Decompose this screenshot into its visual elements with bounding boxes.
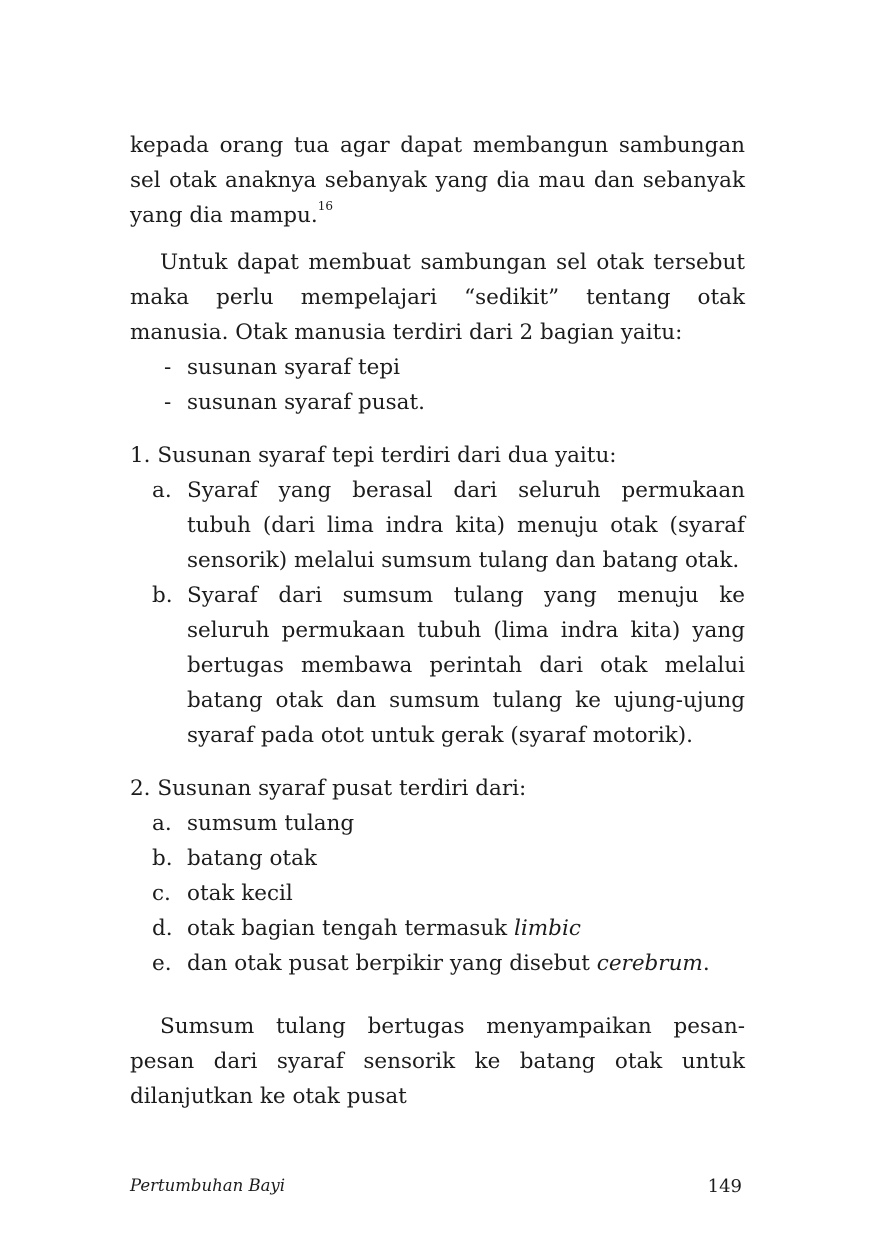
list-item: - susunan syaraf pusat. [130, 385, 745, 420]
list-marker: b. [152, 846, 173, 871]
term-limbic: limbic [514, 916, 581, 941]
list-item: - susunan syaraf tepi [130, 350, 745, 385]
page-number: 149 [707, 1176, 742, 1197]
list-marker: e. [152, 951, 172, 976]
page-content [130, 128, 745, 1114]
list-marker: c. [152, 881, 171, 906]
central-list [130, 806, 745, 981]
list-marker: a. [152, 811, 172, 836]
list-item: d. otak bagian tengah termasuk limbic [130, 911, 745, 946]
section-heading-central: 2. Susunan syaraf pusat terdiri dari: [130, 776, 527, 801]
list-item: c. otak kecil [130, 876, 745, 911]
list-marker: b. [152, 583, 173, 608]
list-item: b. Syaraf dari sumsum tulang yang menuju ke seluruh permukaan tubuh (lima indra kita) yang bertugas membawa perintah dari otak melalui batang otak dan sumsum tulang ke ujung-ujung syaraf pada otot untuk gerak (syaraf motorik). [130, 578, 745, 753]
peripheral-list [130, 473, 745, 753]
paragraph-closing: Sumsum tulang bertugas menyampaikan pesan-pesan dari syaraf sensorik ke batang otak untuk dilanjutkan ke otak pusat [130, 1014, 745, 1109]
footnote-ref: 16 [317, 199, 334, 213]
running-title: Pertumbuhan Bayi [130, 1176, 286, 1195]
list-marker: a. [152, 478, 172, 503]
list-item: b. batang otak [130, 841, 745, 876]
brain-parts-list [130, 350, 745, 420]
page-footer [130, 1176, 742, 1206]
list-item: e. dan otak pusat berpikir yang disebut cerebrum. [130, 946, 745, 981]
section-heading-peripheral: 1. Susunan syaraf tepi terdiri dari dua yaitu: [130, 443, 617, 468]
list-marker: - [164, 355, 172, 380]
term-cerebrum: cerebrum [596, 951, 703, 976]
list-marker: d. [152, 916, 173, 941]
list-marker: - [164, 390, 172, 415]
list-item: a. Syaraf yang berasal dari seluruh permukaan tubuh (dari lima indra kita) menuju otak (syaraf sensorik) melalui sumsum tulang dan batang otak. [130, 473, 745, 578]
paragraph-intro: Untuk dapat membuat sambungan sel otak tersebut maka perlu mempelajari “sedikit” tentang otak manusia. Otak manusia terdiri dari 2 bagian yaitu: [130, 250, 745, 345]
list-item: a. sumsum tulang [130, 806, 745, 841]
paragraph-continuation: kepada orang tua agar dapat membangun sambungan sel otak anaknya sebanyak yang dia mau dan sebanyak yang dia mampu.$^{16}$ [130, 133, 745, 228]
